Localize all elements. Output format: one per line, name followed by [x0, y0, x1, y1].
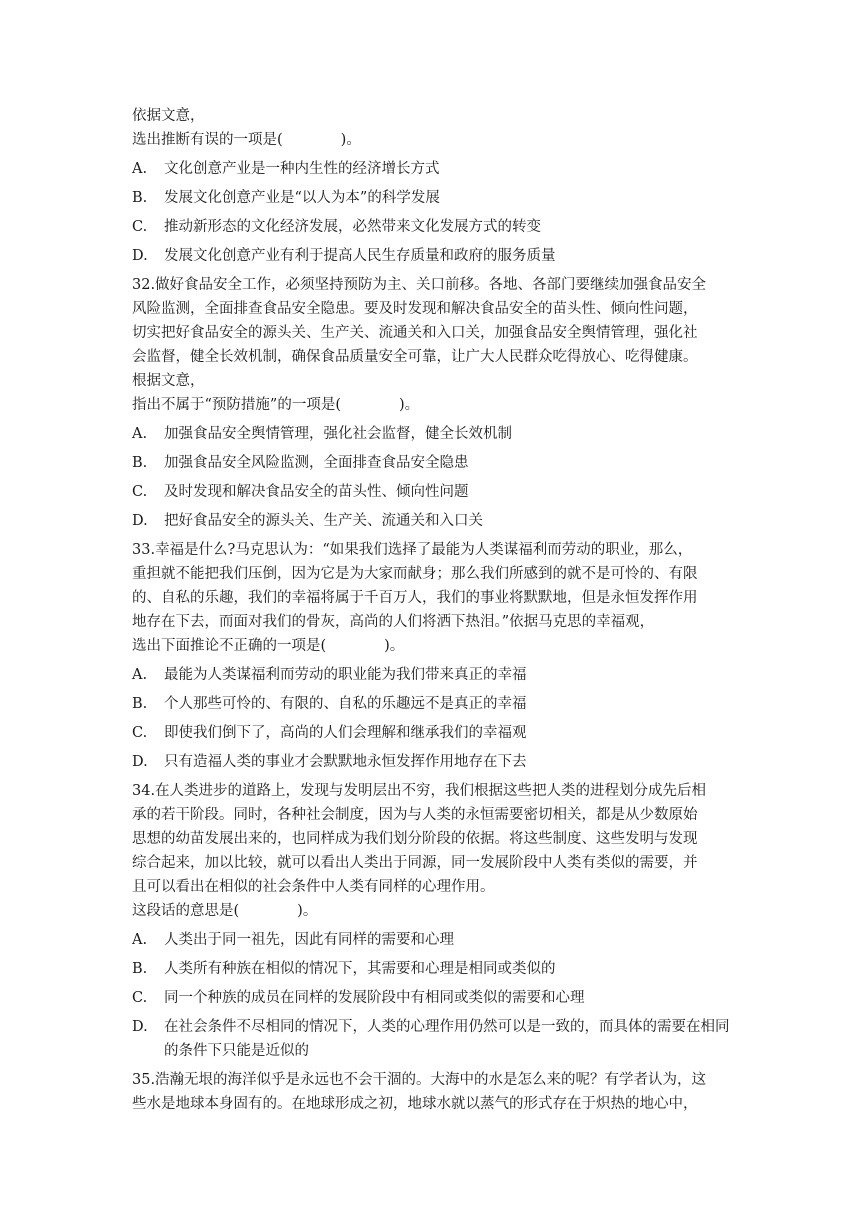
answer-option: [132, 157, 733, 181]
text-line: 指出不属于“预防措施”的一项是( )。: [132, 397, 420, 413]
answer-option: [132, 1015, 733, 1063]
option-letter: D.: [132, 754, 148, 770]
passage-line: 思想的幼苗发展出来的，也同样成为我们划分阶段的依据。将这些制度、这些发明与发现: [132, 831, 698, 847]
passage-line: 33.幸福是什么?马克思认为：“如果我们选择了最能为人类谋福利而劳动的职业，那么，: [132, 542, 693, 558]
option-letter: B.: [132, 455, 148, 471]
passage-line: 切实把好食品安全的源头关、生产关、流通关和入口关，加强食品安全舆情管理，强化社: [132, 325, 698, 341]
answer-option: [132, 750, 733, 774]
passage-line: 风险监测，全面排查食品安全隐患。要及时发现和解决食品安全的苗头性、倾向性问题，: [132, 301, 698, 317]
answer-option: [132, 186, 733, 210]
option-letter: D.: [132, 1019, 148, 1035]
text-line: 依据文意，: [132, 108, 205, 124]
question-passage: [132, 1068, 733, 1116]
answer-option: [132, 480, 733, 504]
option-text: 文化创意产业是一种内生性的经济增长方式: [164, 161, 440, 177]
option-text: 加强食品安全舆情管理，强化社会监督，健全长效机制: [164, 426, 512, 442]
option-text: 加强食品安全风险监测，全面排查食品安全隐患: [164, 455, 469, 471]
answer-option: [132, 422, 733, 446]
option-letter: A.: [132, 667, 148, 683]
option-letter: A.: [132, 161, 148, 177]
answer-option: [132, 215, 733, 239]
option-text: 人类所有种族在相似的情况下，其需要和心理是相同或类似的: [164, 961, 556, 977]
answer-option: [132, 692, 733, 716]
text-line: 选出推断有误的一项是( )。: [132, 132, 361, 148]
option-letter: C.: [132, 484, 148, 500]
answer-option: [132, 244, 733, 268]
option-letter: D.: [132, 248, 148, 264]
question-passage: [132, 538, 733, 634]
option-text: 即使我们倒下了，高尚的人们会理解和继承我们的幸福观: [164, 725, 527, 741]
passage-line: 34.在人类进步的道路上，发现与发明层出不穷，我们根据这些把人类的进程划分成先后相: [132, 783, 707, 799]
passage-line: 承的若干阶段。同时，各种社会制度，因为与人类的永恒需要密切相关，都是从少数原始: [132, 807, 698, 823]
passage-line: 地存在下去，而面对我们的骨灰，高尚的人们将洒下热泪。”依据马克思的幸福观，: [132, 614, 655, 630]
answer-option: [132, 663, 733, 687]
option-text: 只有造福人类的事业才会默默地永恒发挥作用地存在下去: [164, 754, 527, 770]
passage-line: 35.浩瀚无垠的海洋似乎是永远也不会干涸的。大海中的水是怎么来的呢？有学者认为，这: [132, 1072, 707, 1088]
option-text: 同一个种族的成员在同样的发展阶段中有相同或类似的需要和心理: [164, 990, 585, 1006]
option-text: 把好食品安全的源头关、生产关、流通关和入口关: [164, 513, 483, 529]
passage-line: 些水是地球本身固有的。在地球形成之初，地球水就以蒸气的形式存在于炽热的地心中，: [132, 1096, 698, 1112]
option-letter: C.: [132, 725, 148, 741]
answer-option: [132, 957, 733, 981]
option-text: 最能为人类谋福利而劳动的职业能为我们带来真正的幸福: [164, 667, 527, 683]
option-letter: D.: [132, 513, 148, 529]
question-passage: [132, 273, 733, 369]
option-text: 在社会条件不尽相同的情况下，人类的心理作用仍然可以是一致的，而具体的需要在相同的条件下只能是近似的: [164, 1019, 730, 1059]
answer-option: [132, 509, 733, 533]
text-line: 根据文意，: [132, 373, 205, 389]
option-text: 及时发现和解决食品安全的苗头性、倾向性问题: [164, 484, 469, 500]
passage-line: 重担就不能把我们压倒，因为它是为大家而献身；那么我们所感到的就不是可怜的、有限: [132, 566, 698, 582]
option-text: 人类出于同一祖先，因此有同样的需要和心理: [164, 932, 454, 948]
option-letter: B.: [132, 696, 148, 712]
answer-option: [132, 986, 733, 1010]
option-text: 发展文化创意产业是“以人为本”的科学发展: [164, 190, 440, 206]
option-letter: B.: [132, 190, 148, 206]
passage-line: 的、自私的乐趣，我们的幸福将属于千百万人，我们的事业将默默地，但是永恒发挥作用: [132, 590, 698, 606]
passage-line: 且可以看出在相似的社会条件中人类有同样的心理作用。: [132, 879, 495, 895]
option-letter: A.: [132, 426, 148, 442]
passage-line: 会监督，健全长效机制，确保食品质量安全可靠，让广大人民群众吃得放心、吃得健康。: [132, 349, 698, 365]
answer-option: [132, 451, 733, 475]
option-letter: A.: [132, 932, 148, 948]
option-letter: C.: [132, 990, 148, 1006]
option-text: 个人那些可怜的、有限的、自私的乐趣远不是真正的幸福: [164, 696, 527, 712]
question-passage: [132, 779, 733, 899]
passage-line: 32.做好食品安全工作，必须坚持预防为主、关口前移。各地、各部门要继续加强食品安全: [132, 277, 707, 293]
option-letter: B.: [132, 961, 148, 977]
option-text: 推动新形态的文化经济发展，必然带来文化发展方式的转变: [164, 219, 541, 235]
answer-option: [132, 721, 733, 745]
answer-option: [132, 928, 733, 952]
option-letter: C.: [132, 219, 148, 235]
text-line: 这段话的意思是( )。: [132, 903, 318, 919]
option-text: 发展文化创意产业有利于提高人民生存质量和政府的服务质量: [164, 248, 556, 264]
text-line: 选出下面推论不正确的一项是( )。: [132, 638, 405, 654]
passage-line: 综合起来，加以比较，就可以看出人类出于同源，同一发展阶段中人类有类似的需要，并: [132, 855, 698, 871]
